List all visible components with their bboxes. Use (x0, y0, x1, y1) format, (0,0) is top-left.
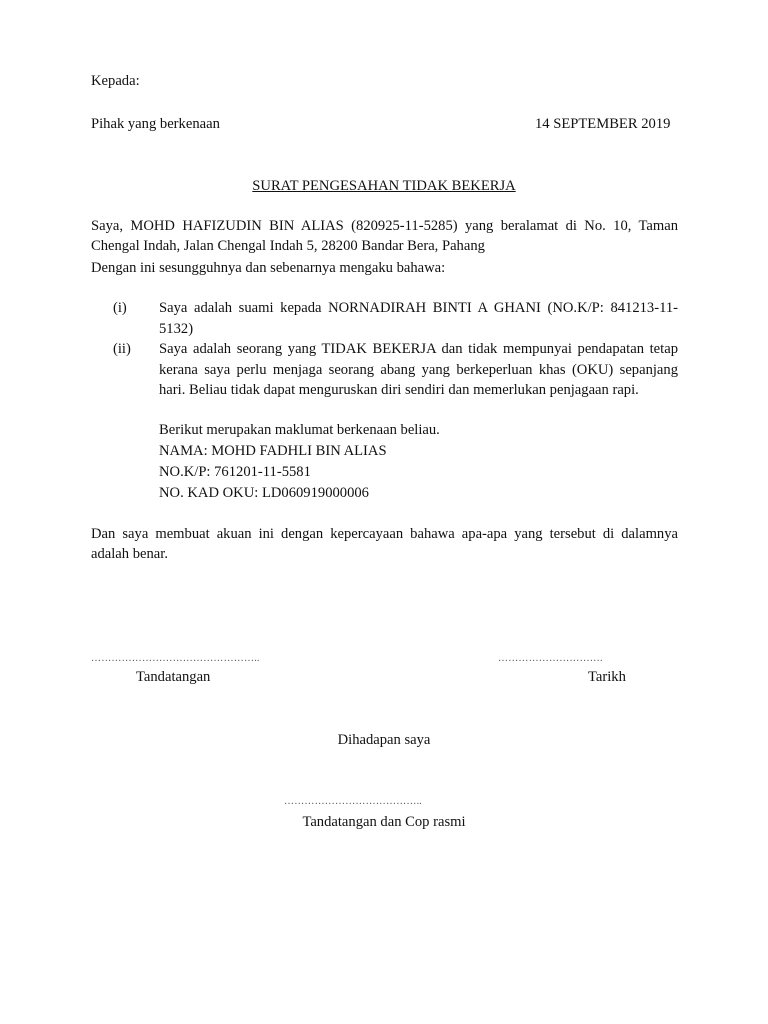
salutation: Kepada: (91, 73, 140, 89)
letter-date: 14 SEPTEMBER 2019 (535, 116, 671, 132)
closing-paragraph: Dan saya membuat akuan ini dengan kepercayaan bahawa apa-apa yang tersebut di dalamnya adalah benar. (91, 526, 678, 562)
details-intro: Berikut merupakan maklumat berkenaan beliau. (159, 422, 440, 438)
recipient: Pihak yang berkenaan (91, 116, 220, 132)
details-oku: NO. KAD OKU: LD060919000006 (159, 485, 369, 501)
item-text-2: Saya adalah seorang yang TIDAK BEKERJA dan tidak mempunyai pendapatan tetap kerana saya perlu menjaga seorang abang yang berkeperluan khas (OKU) sepanjang hari. Beliau tidak dapat menguruskan diri sendiri dan memerlukan penjagaan rapi. (159, 341, 678, 398)
item-text-1: Saya adalah suami kepada NORNADIRAH BINTI A GHANI (NO.K/P: 841213-11-5132) (159, 300, 678, 337)
letter-title: SURAT PENGESAHAN TIDAK BEKERJA (252, 178, 516, 194)
item-number-2: (ii) (113, 341, 131, 357)
official-signature-line: ………………………………….. (284, 796, 422, 807)
details-name: NAMA: MOHD FADHLI BIN ALIAS (159, 443, 387, 459)
declaration-line: Dengan ini sesungguhnya dan sebenarnya mengaku bahawa: (91, 260, 446, 276)
signature-label: Tandatangan (136, 669, 211, 685)
item-number-1: (i) (113, 300, 127, 316)
witness-label: Dihadapan saya (337, 732, 431, 748)
intro-paragraph: Saya, MOHD HAFIZUDIN BIN ALIAS (820925-11-5285) yang beralamat di No. 10, Taman Chengal Indah, Jalan Chengal Indah 5, 28200 Bandar Bera, Pahang (91, 218, 678, 254)
date-line: …………………………. (498, 653, 603, 664)
date-label: Tarikh (588, 669, 626, 685)
signature-line: ………………………………………….. (91, 653, 260, 664)
details-ic: NO.K/P: 761201-11-5581 (159, 464, 311, 480)
official-stamp-label: Tandatangan dan Cop rasmi (302, 814, 466, 830)
